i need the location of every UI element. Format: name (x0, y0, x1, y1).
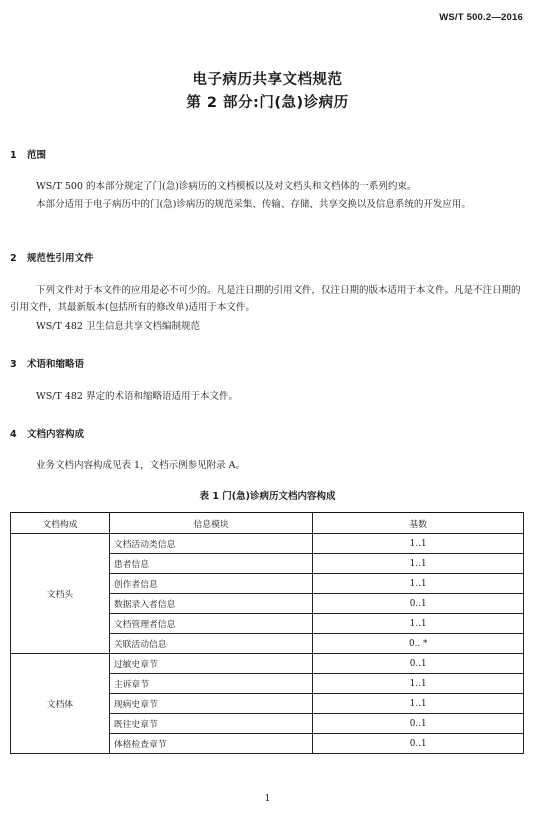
cardinality-cell: 1..1 (313, 674, 524, 694)
section-1-title: 范围 (27, 150, 47, 161)
section-3-heading (10, 356, 84, 370)
section-1-number: 1 (10, 150, 17, 161)
module-cell: 既往史章节 (109, 714, 313, 734)
module-cell: 关联活动信息 (109, 634, 313, 654)
module-cell: 创作者信息 (109, 574, 313, 594)
cardinality-cell: 0..1 (313, 714, 524, 734)
cardinality-cell: 0..1 (313, 594, 524, 614)
module-cell: 文档管理者信息 (109, 614, 313, 634)
cardinality-cell: 1..1 (313, 574, 524, 594)
group-doc-body: 文档体 (11, 654, 110, 754)
section-2-title: 规范性引用文件 (27, 253, 94, 264)
section-3-number: 3 (10, 359, 17, 370)
cardinality-cell: 1..1 (313, 554, 524, 574)
table-row (11, 534, 524, 554)
section-2-number: 2 (10, 253, 17, 264)
doc-title: 电子病历共享文档规范 (192, 72, 343, 88)
table-row (11, 654, 524, 674)
cardinality-cell: 1..1 (313, 534, 524, 554)
section-2-reference: WS/T 482 卫生信息共享文档编制规范 (36, 321, 200, 332)
module-cell: 数据录入者信息 (109, 594, 313, 614)
section-2-paragraph-1: 下列文件对于本文件的应用是必不可少的。凡是注日期的引用文件，仅注日期的版本适用于本文件。凡是不注日期的引用文件，其最新版本(包括所有的修改单)适用于本文件。 (10, 285, 521, 313)
cardinality-cell: 0.. * (313, 634, 524, 654)
header-cardinality: 基数 (313, 513, 524, 534)
header-info-module: 信息模块 (109, 513, 313, 534)
cardinality-cell: 1..1 (313, 694, 524, 714)
section-2-heading (10, 250, 94, 264)
table-header-row (11, 513, 524, 534)
section-1-paragraph-2: 本部分适用于电子病历中的门(急)诊病历的规范采集、传输、存储、共享交换以及信息系统的开发应用。 (36, 199, 471, 210)
section-1-paragraph-1: WS/T 500 的本部分规定了门(急)诊病历的文档模板以及对文档头和文档体的一系列约束。 (36, 181, 417, 192)
section-4-paragraph-1: 业务文档内容构成见表 1，文档示例参见附录 A。 (36, 460, 245, 471)
content-table (10, 512, 524, 754)
document-id: WS/T 500.2—2016 (439, 12, 523, 23)
module-cell: 过敏史章节 (109, 654, 313, 674)
module-cell: 现病史章节 (109, 694, 313, 714)
module-cell: 主诉章节 (109, 674, 313, 694)
header-doc-composition: 文档构成 (11, 513, 110, 534)
table-caption: 表 1 门(急)诊病历文档内容构成 (199, 491, 336, 502)
section-4-number: 4 (10, 429, 17, 440)
section-4-title: 文档内容构成 (27, 429, 85, 440)
section-3-paragraph-1: WS/T 482 界定的术语和缩略语适用于本文件。 (36, 391, 238, 402)
page-number: 1 (264, 794, 271, 804)
cardinality-cell: 1..1 (313, 614, 524, 634)
cardinality-cell: 0..1 (313, 734, 524, 754)
module-cell: 文档活动类信息 (109, 534, 313, 554)
cardinality-cell: 0..1 (313, 654, 524, 674)
group-doc-header: 文档头 (11, 534, 110, 654)
module-cell: 体格检查章节 (109, 734, 313, 754)
section-1-heading (10, 147, 46, 161)
doc-subtitle: 第 2 部分:门(急)诊病历 (186, 95, 349, 111)
section-3-title: 术语和缩略语 (27, 359, 85, 370)
module-cell: 患者信息 (109, 554, 313, 574)
section-4-heading (10, 426, 84, 440)
